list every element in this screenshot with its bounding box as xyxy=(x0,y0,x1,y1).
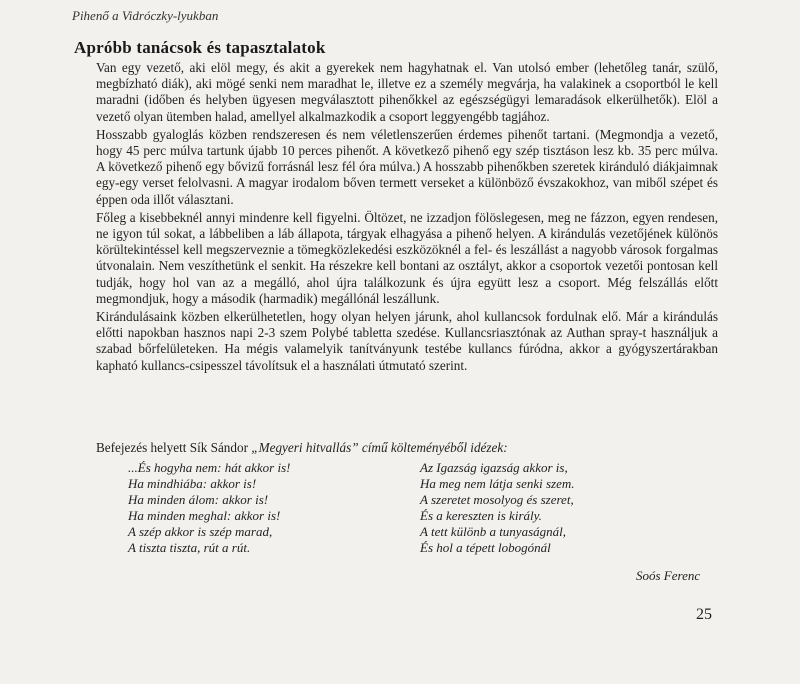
poem-line: Az Igazság igazság akkor is, xyxy=(420,460,568,475)
poem-intro-prefix: Befejezés helyett Sík Sándor xyxy=(96,440,252,455)
poem-intro-suffix: költeményéből idézek: xyxy=(390,440,508,455)
poem-line: Ha minden meghal: akkor is! xyxy=(128,508,281,523)
poem-intro-middle: című xyxy=(358,440,391,455)
author-signature: Soós Ferenc xyxy=(636,568,701,583)
poem-line: A szeretet mosolyog és szeret, xyxy=(420,492,574,507)
paragraph: Hosszabb gyaloglás közben rendszeresen és nem véletlenszerűen érdemes pihenőt tartani. (Megmondja a vezető, hogy 45 perc múlva tartunk újabb 10 perces pihenőt. A következő pihenő egy szép tisztáson lesz kb. 35 perc múlva. A következő pihenő egy bővizű forrásnál lesz fél óra múlva.) A hosszabb pihenőkben szeretek kiránduló diákjaimnak egy-egy verset felolvasni. A magyar irodalom bőven termett verseket a különböző évszakokhoz, van miből szépet és éppen oda illőt választani. xyxy=(96,126,718,207)
poem-column-right xyxy=(420,460,720,556)
poem-line: Ha minden álom: akkor is! xyxy=(128,492,269,507)
poem-column-left xyxy=(128,460,428,556)
paragraph: Kirándulásaink közben elkerülhetetlen, hogy olyan helyen járunk, ahol kullancsok fordulnak elő. Már a kirándulás előtti napokban hasznos napi 2-3 szem Polybé tabletta szedése. Kullancsriasztónak az Authan spray-t használjuk a szabad bőrfelületeken. Ha mégis valamelyik tanítványunk testébe kullancs fúródna, akkor a gyógyszertárakban kapható kullancs-csipesszel távolítsuk el a használati útmutató szerint. xyxy=(96,309,718,373)
poem-line: És hol a tépett lobogónál xyxy=(420,540,551,555)
poem-line: A tett különb a tunyaságnál, xyxy=(420,524,566,539)
body-text xyxy=(96,60,718,376)
poem-line: Ha meg nem látja senki szem. xyxy=(420,476,575,491)
poem-line: A tiszta tiszta, rút a rút. xyxy=(128,540,251,555)
poem-line: A szép akkor is szép marad, xyxy=(128,524,273,539)
section-title: Apróbb tanácsok és tapasztalatok xyxy=(74,38,326,57)
poem-intro xyxy=(96,440,716,456)
paragraph: Van egy vezető, aki elöl megy, és akit a gyerekek nem hagyhatnak el. Van utolsó ember (lehetőleg tanár, szülő, megbízható diák), aki mögé senki nem maradhat le, illetve ez a személy megvárja, ha valakinek a csoportból le kell maradni (időben és helyben ügyesen megválasztott pihenőkkel az egészségügyi lemaradások elkerülhetők). Elöl a vezető olyan ütemben halad, amellyel alkalmazkodik a csoport leggyengébb tagjához. xyxy=(96,60,718,124)
poem-line: ...És hogyha nem: hát akkor is! xyxy=(128,460,291,475)
poem-line: Ha mindhiába: akkor is! xyxy=(128,476,257,491)
page-number: 25 xyxy=(696,606,712,623)
paragraph: Főleg a kisebbeknél annyi mindenre kell figyelni. Öltözet, ne izzadjon fölöslegesen, meg ne fázzon, egyen rendesen, ne igyon túl sokat, a lábbeliben a láb állapota, tárgyak elhagyása a pihenő helyen. A kirándulás vezetőjének különös körültekintéssel kell megszerveznie a tömegközlekedési eszközöknél a fel- és leszállást a nagyobb városok forgalmas útvonalain. Nem veszíthetünk el senkit. Ha részekre kell bontani az osztályt, akkor a csoportok vezetői pontosan kell tudják, hogy hol van az a megálló, ahol újra találkozunk és újra együtt lesz a csoport. Még felszállás előtt megmondjuk, hogy a második (harmadik) megállónál leszállunk. xyxy=(96,209,718,306)
poem-line: És a kereszten is király. xyxy=(420,508,542,523)
poem-intro-work: „Megyeri hitvallás” xyxy=(251,440,359,455)
running-head: Pihenő a Vidróczky-lyukban xyxy=(72,8,219,23)
